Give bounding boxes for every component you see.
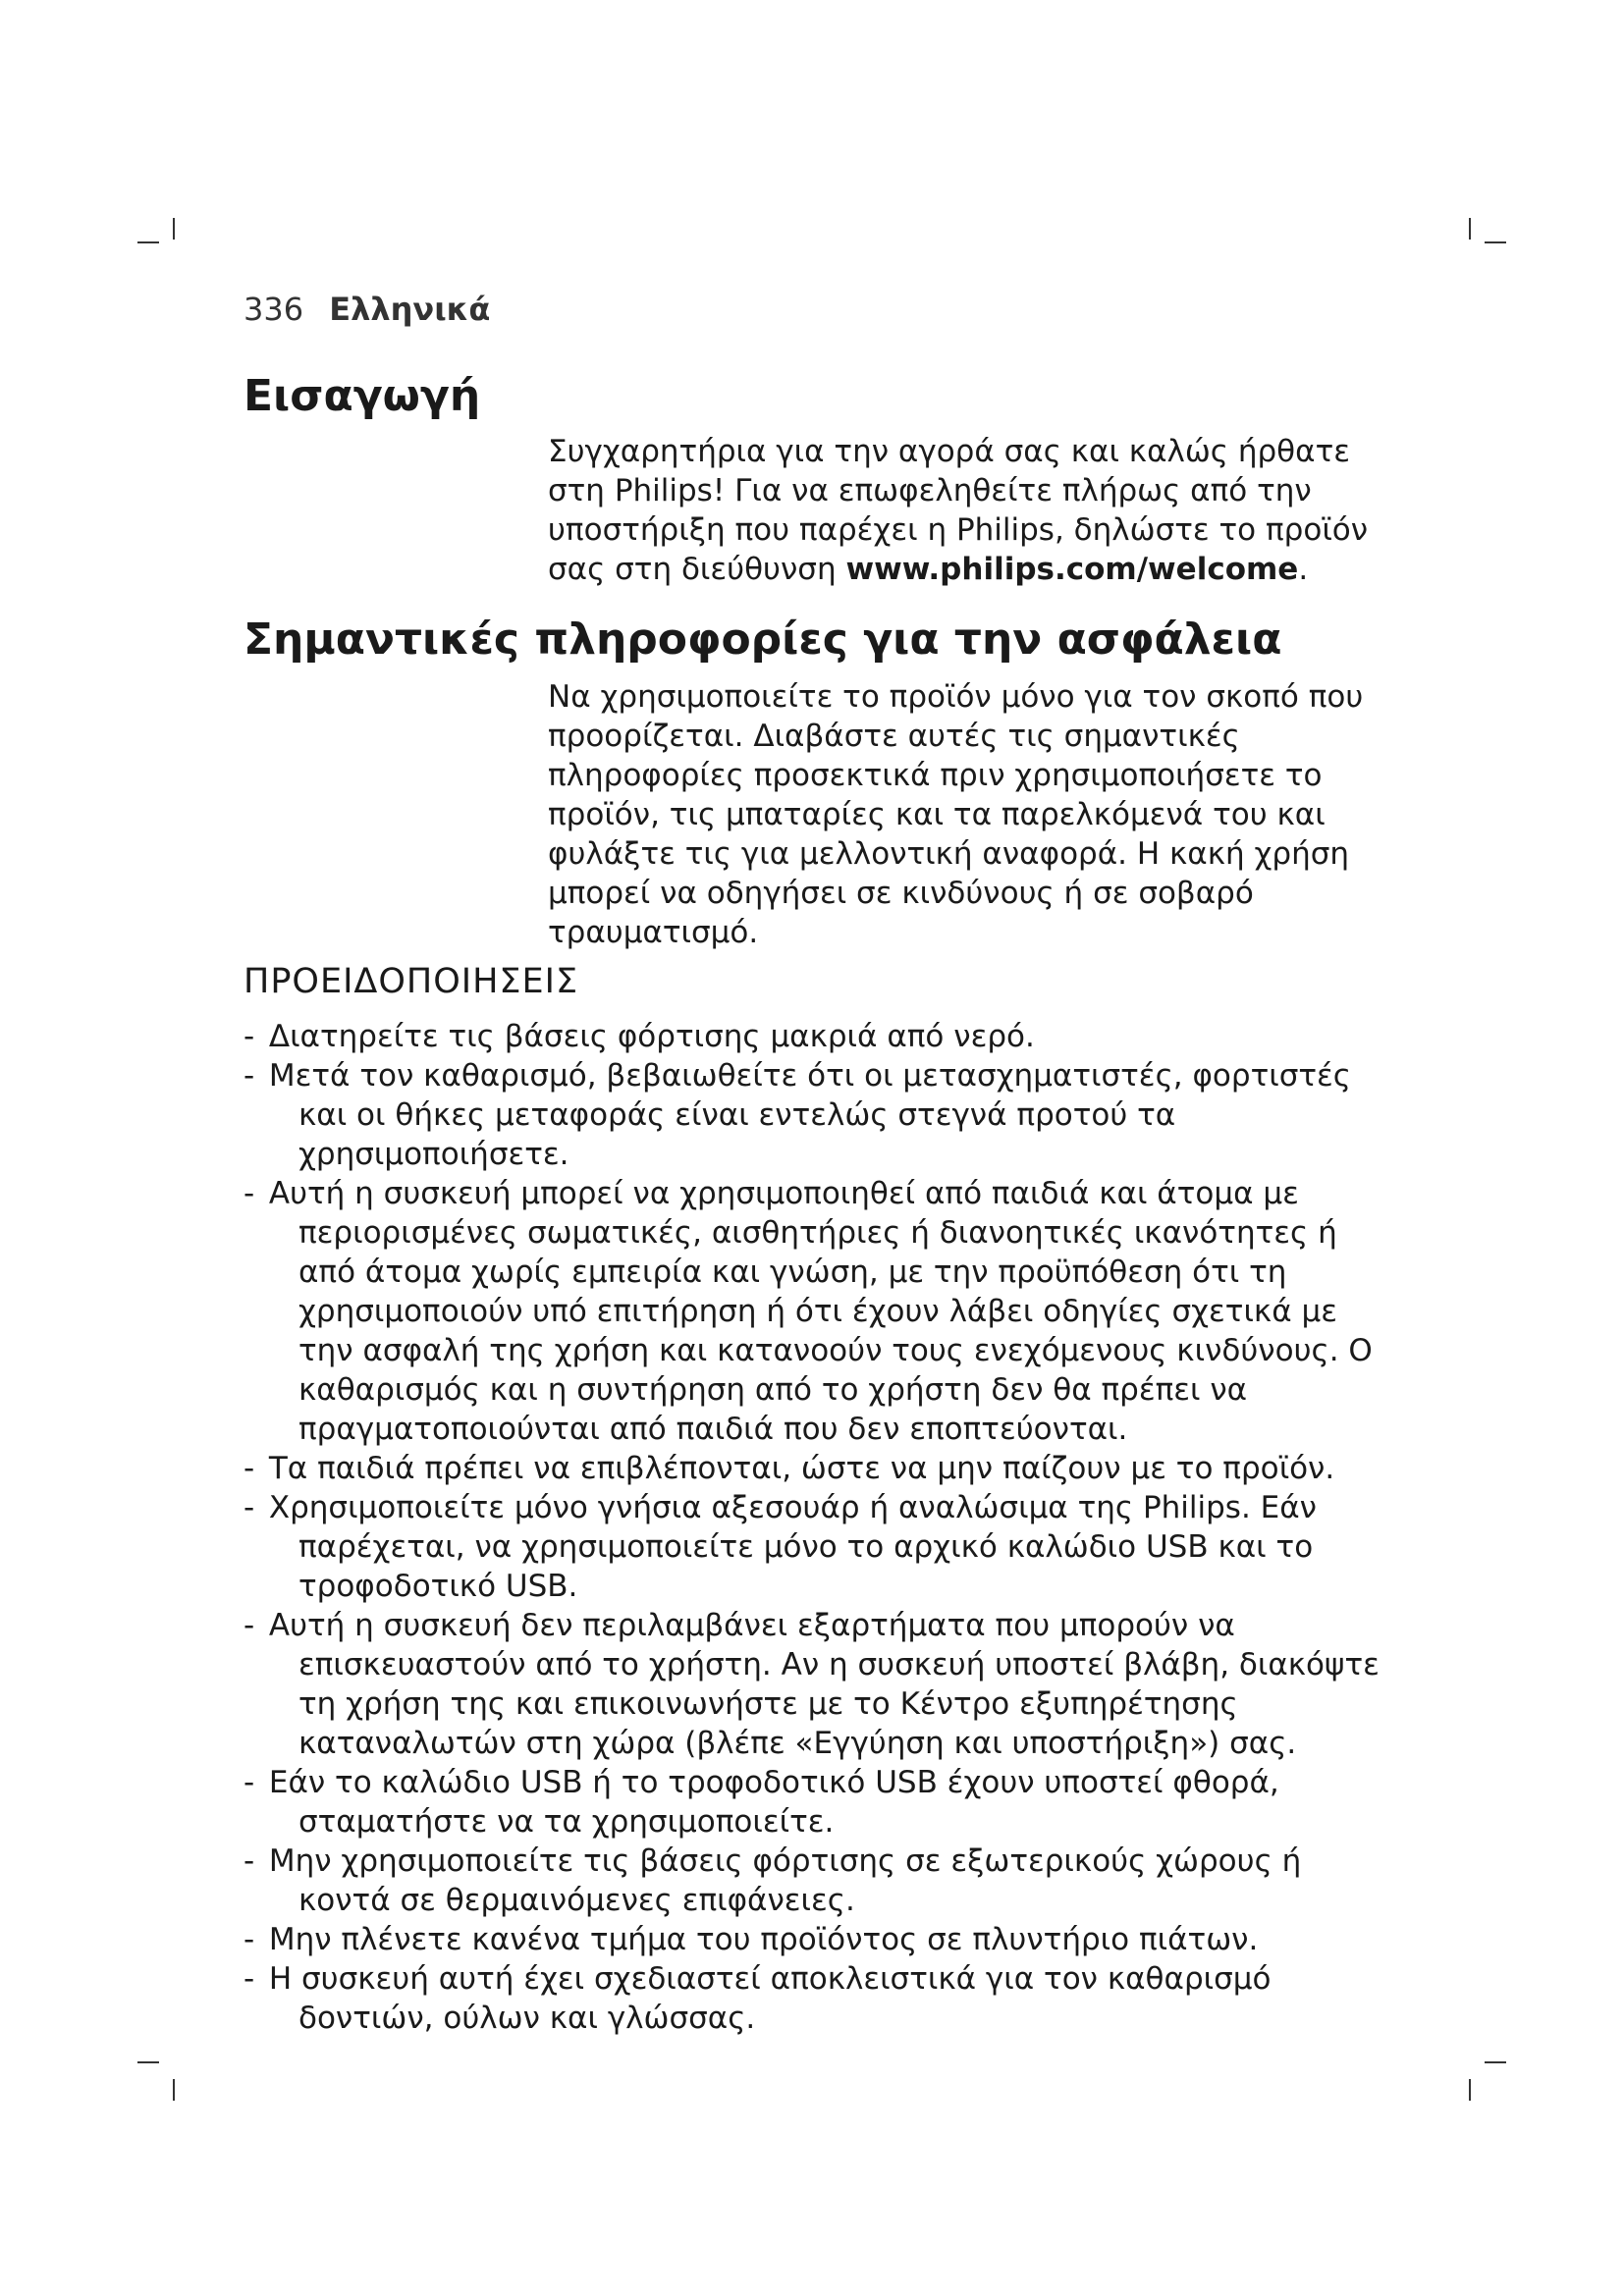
warning-item: - Μην χρησιμοποιείτε τις βάσεις φόρτισης σε εξωτερικούς χώρους ή κοντά σε θερμαινόμενες επιφάνειες. (244, 1843, 1302, 1918)
page-number: 336 (244, 291, 304, 328)
language-label: Ελληνικά (329, 291, 491, 328)
crop-mark-top-right-v (1469, 218, 1471, 240)
warnings-heading: ΠΡΟΕΙΔΟΠΟΙΗΣΕΙΣ (244, 962, 579, 1001)
warning-text: Εάν το καλώδιο USB ή το τροφοδοτικό USB έχουν υποστεί φθορά, σταματήστε να τα χρησιμοποιείτε. (268, 1765, 1279, 1840)
warning-text: Μην πλένετε κανένα τμήμα του προϊόντος σε πλυντήριο πιάτων. (268, 1922, 1259, 1957)
warning-item: - Μην πλένετε κανένα τμήμα του προϊόντος σε πλυντήριο πιάτων. (244, 1922, 1259, 1957)
crop-mark-top-left-h (137, 241, 159, 243)
warning-text: Χρησιμοποιείτε μόνο γνήσια αξεσουάρ ή αναλώσιμα της Philips. Εάν παρέχεται, να χρησιμοποιείτε μόνο το αρχικό καλώδιο USB και το τροφοδοτικό USB. (268, 1490, 1317, 1604)
warning-item: - Τα παιδιά πρέπει να επιβλέπονται, ώστε να μην παίζουν με το προϊόν. (244, 1451, 1335, 1486)
running-header (244, 291, 490, 328)
crop-mark-bottom-right-h (1485, 2061, 1506, 2063)
safety-paragraph: Να χρησιμοποιείτε το προϊόν μόνο για τον σκοπό που προορίζεται. Διαβάστε αυτές τις σημαντικές πληροφορίες προσεκτικά πριν χρησιμοποιήσετε το προϊόν, τις μπαταρίες και τα παρελκόμενά του και φυλάξτε τις για μελλοντική αναφορά. Η κακή χρήση μπορεί να οδηγήσει σε κινδύνους ή σε σοβαρό τραυματισμό. (548, 679, 1364, 950)
warning-text: Αυτή η συσκευή μπορεί να χρησιμοποιηθεί από παιδιά και άτομα με περιορισμένες σωματικές, αισθητήριες ή διανοητικές ικανότητες ή από άτομα χωρίς εμπειρία και γνώση, με την προϋπόθεση ότι τη χρησιμοποιούν υπό επιτήρηση ή ότι έχουν λάβει οδηγίες σχετικά με την ασφαλή της χρήση και κατανοούν τους ενεχόμενους κινδύνους. Ο καθαρισμός και η συντήρηση από το χρήστη δεν θα πρέπει να πραγματοποιούνται από παιδιά που δεν εποπτεύονται. (268, 1176, 1373, 1447)
warning-text: Η συσκευή αυτή έχει σχεδιαστεί αποκλειστικά για τον καθαρισμό δοντιών, ούλων και γλώσσας. (268, 1961, 1272, 2036)
warning-item: - Αυτή η συσκευή μπορεί να χρησιμοποιηθεί από παιδιά και άτομα με περιορισμένες σωματικές, αισθητήριες ή διανοητικές ικανότητες ή από άτομα χωρίς εμπειρία και γνώση, με την προϋπόθεση ότι τη χρησιμοποιούν υπό επιτήρηση ή ότι έχουν λάβει οδηγίες σχετικά με την ασφαλή της χρήση και κατανοούν τους ενεχόμενους κινδύνους. Ο καθαρισμός και η συντήρηση από το χρήστη δεν θα πρέπει να πραγματοποιούνται από παιδιά που δεν εποπτεύονται. (244, 1176, 1373, 1447)
warning-text: Διατηρείτε τις βάσεις φόρτισης μακριά από νερό. (268, 1019, 1035, 1054)
crop-mark-bottom-left-v (173, 2079, 175, 2101)
warning-text: Τα παιδιά πρέπει να επιβλέπονται, ώστε να μην παίζουν με το προϊόν. (268, 1451, 1335, 1486)
crop-mark-top-right-h (1485, 241, 1506, 243)
warning-item: - Εάν το καλώδιο USB ή το τροφοδοτικό USB έχουν υποστεί φθορά, σταματήστε να τα χρησιμοποιείτε. (244, 1765, 1279, 1840)
intro-paragraph (548, 432, 1373, 589)
warning-item: - Η συσκευή αυτή έχει σχεδιαστεί αποκλειστικά για τον καθαρισμό δοντιών, ούλων και γλώσσας. (244, 1961, 1272, 2036)
crop-mark-bottom-right-v (1469, 2079, 1471, 2101)
warning-text: Μην χρησιμοποιείτε τις βάσεις φόρτισης σε εξωτερικούς χώρους ή κοντά σε θερμαινόμενες επιφάνειες. (268, 1843, 1302, 1918)
intro-text: Συγχαρητήρια για την αγορά σας και καλώς ήρθατε στη Philips! Για να επωφεληθείτε πλήρως από την υποστήριξη που παρέχει η Philips, δηλώστε το προϊόν σας στη διεύθυνση (548, 434, 1369, 587)
welcome-url[interactable]: www.philips.com/welcome (845, 552, 1299, 587)
warning-item: - Διατηρείτε τις βάσεις φόρτισης μακριά από νερό. (244, 1019, 1035, 1054)
warning-item: - Μετά τον καθαρισμό, βεβαιωθείτε ότι οι μετασχηματιστές, φορτιστές και οι θήκες μεταφοράς είναι εντελώς στεγνά προτού τα χρησιμοποιήσετε. (244, 1058, 1351, 1172)
intro-text-end: . (1298, 552, 1309, 587)
intro-heading: Εισαγωγή (244, 371, 481, 421)
safety-heading: Σημαντικές πληροφορίες για την ασφάλεια (244, 614, 1282, 665)
crop-mark-top-left-v (173, 218, 175, 240)
warning-item: - Χρησιμοποιείτε μόνο γνήσια αξεσουάρ ή αναλώσιμα της Philips. Εάν παρέχεται, να χρησιμοποιείτε μόνο το αρχικό καλώδιο USB και το τροφοδοτικό USB. (244, 1490, 1317, 1604)
warning-text: Μετά τον καθαρισμό, βεβαιωθείτε ότι οι μετασχηματιστές, φορτιστές και οι θήκες μεταφοράς είναι εντελώς στεγνά προτού τα χρησιμοποιήσετε. (268, 1058, 1351, 1172)
warning-text: Αυτή η συσκευή δεν περιλαμβάνει εξαρτήματα που μπορούν να επισκευαστούν από το χρήστη. Αν η συσκευή υποστεί βλάβη, διακόψτε τη χρήση της και επικοινωνήστε με το Κέντρο εξυπηρέτησης καταναλωτών στη χώρα (βλέπε «Εγγύηση και υποστήριξη») σας. (268, 1608, 1380, 1761)
warning-item: - Αυτή η συσκευή δεν περιλαμβάνει εξαρτήματα που μπορούν να επισκευαστούν από το χρήστη. Αν η συσκευή υποστεί βλάβη, διακόψτε τη χρήση της και επικοινωνήστε με το Κέντρο εξυπηρέτησης καταναλωτών στη χώρα (βλέπε «Εγγύηση και υποστήριξη») σας. (244, 1608, 1380, 1761)
warnings-list (244, 1017, 1382, 2038)
crop-mark-bottom-left-h (137, 2061, 159, 2063)
